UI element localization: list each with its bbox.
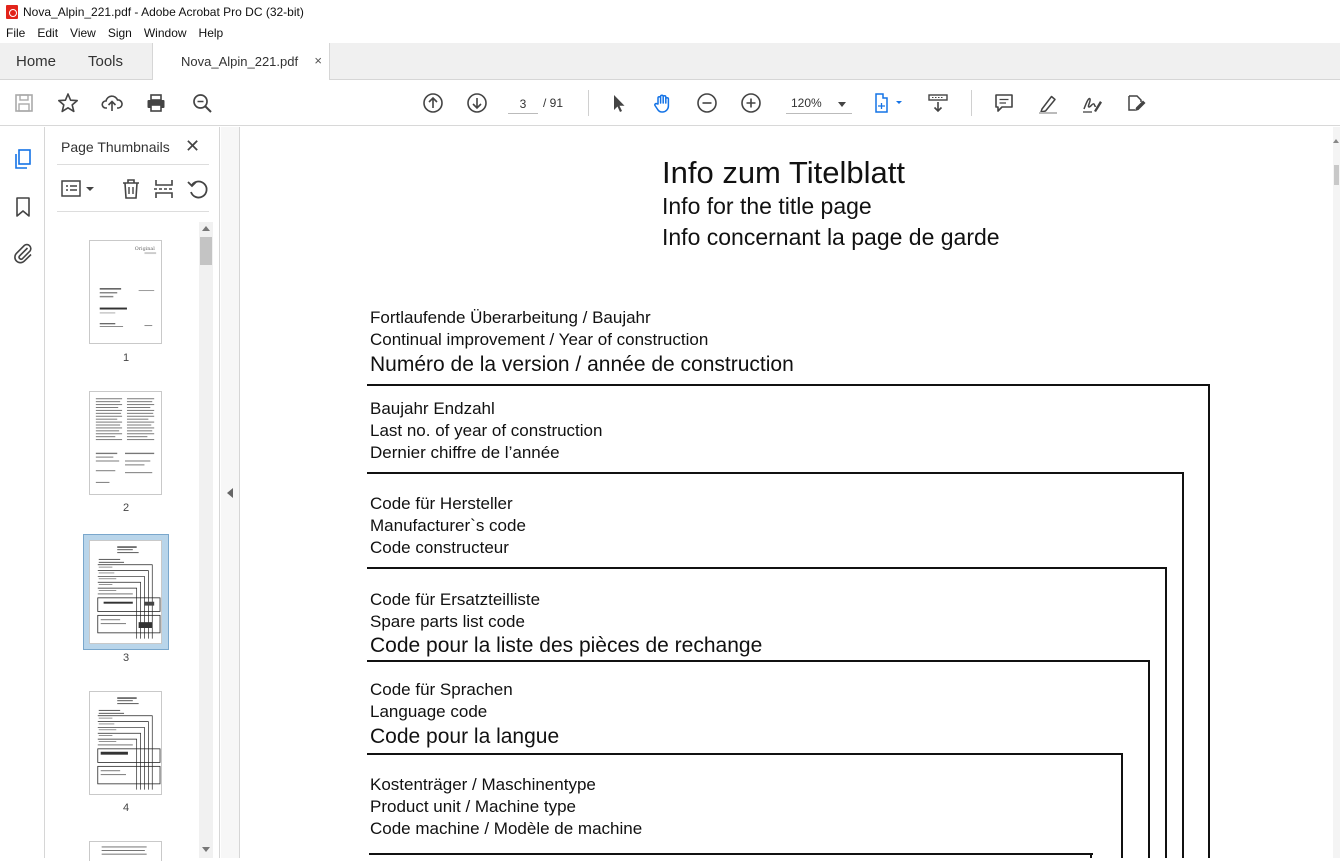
upload-icon[interactable] [100,91,124,115]
thumbnails-scrollbar[interactable] [199,222,213,858]
bracket-line [367,567,1167,569]
section-label-fr: Code machine / Modèle de machine [370,819,643,838]
bracket-line [1090,853,1092,858]
thumbnail-page-5[interactable] [89,841,162,861]
bracket-line [1121,753,1123,858]
thumbnail-number: 3 [122,652,130,664]
delete-page-icon[interactable] [119,177,143,201]
zoom-in-icon[interactable] [739,91,763,115]
tab-home[interactable]: Home [16,53,57,70]
page-down-icon[interactable] [465,91,489,115]
thumbnail-page-3[interactable] [89,540,162,644]
tab-bar [0,43,1340,80]
menu-edit[interactable]: Edit [37,26,59,40]
bookmark-icon[interactable] [11,195,35,219]
section-label-de: Kostenträger / Maschinentype [370,775,596,794]
toolbar [0,80,1340,126]
print-icon[interactable] [144,91,168,115]
panel-divider [57,164,209,165]
section-label-de: Code für Hersteller [370,494,513,513]
svg-text:Original: Original [134,246,155,253]
section-label-de: Baujahr Endzahl [370,399,495,418]
bracket-line [367,384,1210,386]
close-panel-icon[interactable]: ✕ [185,136,201,156]
split-page-icon[interactable] [152,177,176,201]
heading-german: Info zum Titelblatt [662,155,905,190]
thumbnail-page-1[interactable] [89,240,162,344]
toolbar-divider [588,90,589,116]
bracket-line [1182,472,1184,858]
toolbar-divider [971,90,972,116]
section-label-fr: Dernier chiffre de l’année [370,443,560,462]
section-label-en: Spare parts list code [370,612,525,631]
select-cursor-icon[interactable] [607,91,631,115]
highlight-icon[interactable] [1036,91,1060,115]
thumbnail-page-2[interactable] [89,391,162,495]
page-up-icon[interactable] [421,91,445,115]
zoom-level-select[interactable] [786,94,852,114]
section-label-fr: Code pour la liste des pièces de rechange [370,634,763,657]
section-label-fr: Code constructeur [370,538,509,557]
scroll-down-icon[interactable] [202,847,210,852]
menu-help[interactable]: Help [198,26,224,40]
bracket-line [369,853,1093,855]
page-total: / 91 [543,96,564,110]
section-label-de: Code für Sprachen [370,680,513,699]
zoom-out-icon[interactable] [695,91,719,115]
menu-window[interactable]: Window [143,26,187,40]
bracket-line [1208,384,1210,858]
page-number-input[interactable] [508,94,538,114]
document-scrollbar[interactable] [1333,127,1340,858]
menu-file[interactable]: File [6,26,26,40]
left-navigation-rail [0,127,45,858]
section-label-de: Code für Ersatzteilliste [370,590,541,609]
star-icon[interactable] [56,91,80,115]
scroll-mode-icon[interactable] [926,91,950,115]
heading-french: Info concernant la page de garde [662,224,1000,250]
panel-divider [57,211,209,212]
document-page [241,127,1333,858]
tab-tools[interactable]: Tools [88,53,124,70]
bracket-line [1165,567,1167,858]
thumbnail-number: 4 [122,802,130,814]
bracket-line [367,753,1123,755]
save-icon[interactable] [12,91,36,115]
menu-bar [0,23,1340,43]
tab-document[interactable] [152,43,330,81]
thumbnail-number: 1 [122,352,130,364]
acrobat-app-icon [6,5,18,19]
thumbnail-page-4[interactable] [89,691,162,795]
section-label-de: Fortlaufende Überarbeitung / Baujahr [370,308,651,327]
section-label-en: Last no. of year of construction [370,421,603,440]
fit-page-icon[interactable] [870,91,906,115]
rotate-page-icon[interactable] [186,177,210,201]
menu-sign[interactable]: Sign [107,26,132,40]
panel-collapse-strip[interactable] [221,127,240,858]
section-label-fr: Numéro de la version / année de construction [370,353,794,376]
collapse-panel-icon[interactable] [227,488,233,498]
page-thumbnails-icon[interactable] [11,147,35,171]
search-zoom-icon[interactable] [190,91,214,115]
scrollbar-thumb[interactable] [1334,165,1339,185]
bracket-line [367,660,1150,662]
chevron-down-icon [838,102,846,107]
section-label-en: Language code [370,702,488,721]
section-label-fr: Code pour la langue [370,725,560,748]
window-title: Nova_Alpin_221.pdf - Adobe Acrobat Pro DC (32-bit) [23,4,304,19]
thumbnail-number: 2 [122,502,130,514]
edit-fill-icon[interactable] [1124,91,1148,115]
sign-icon[interactable] [1080,91,1104,115]
page-thumbnails-panel [45,127,220,858]
panel-title: Page Thumbnails [61,139,170,155]
bracket-line [367,472,1184,474]
hand-icon[interactable] [651,91,675,115]
thumbnail-options-icon[interactable] [61,177,97,201]
section-label-en: Manufacturer`s code [370,516,526,535]
heading-english: Info for the title page [662,193,872,219]
title-bar [0,0,1340,23]
attachment-icon[interactable] [11,241,35,265]
zoom-level-value: 120% [791,96,822,110]
scrollbar-thumb[interactable] [200,237,212,265]
section-label-en: Product unit / Machine type [370,797,577,816]
menu-view[interactable]: View [70,26,96,40]
comment-icon[interactable] [992,91,1016,115]
scroll-up-icon[interactable] [202,226,210,231]
scroll-up-icon[interactable] [1333,139,1339,143]
tab-document-label: Nova_Alpin_221.pdf [181,54,299,69]
close-tab-icon[interactable]: × [314,53,322,68]
bracket-line [1148,660,1150,858]
section-label-en: Continual improvement / Year of construction [370,330,709,349]
